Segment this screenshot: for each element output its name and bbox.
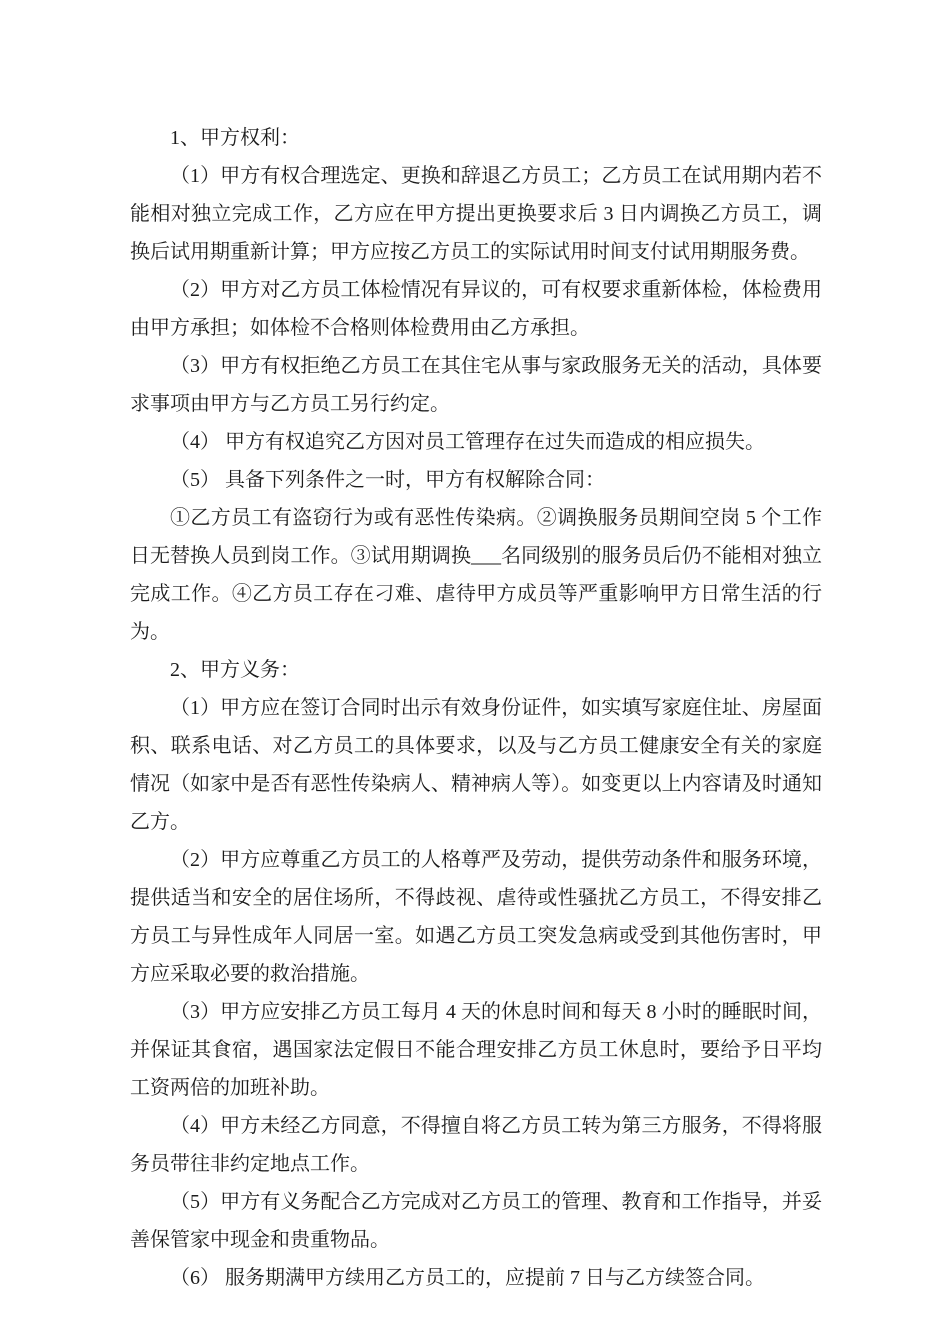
section-heading: 1、甲方权利： [170,127,300,149]
contract-clause: （3）甲方应安排乙方员工每月 4 天的休息时间和每天 8 小时的睡眠时间，并保证其食宿，遇国家法定假日不能合理安排乙方员工休息时，要给予日平均工资两倍的加班补助。 [130,1001,822,1099]
contract-clause: （4）甲方未经乙方同意，不得擅自将乙方员工转为第三方服务，不得将服务员带往非约定地点工作。 [130,1115,822,1175]
section-heading: 2、甲方义务： [170,659,300,681]
contract-clause: （1）甲方应在签订合同时出示有效身份证件，如实填写家庭住址、房屋面积、联系电话、对乙方员工的具体要求，以及与乙方员工健康安全有关的家庭情况（如家中是否有恶性传染病人、精神病人等）。如变更以上内容请及时通知乙方。 [130,697,822,833]
contract-clause: （5）甲方有义务配合乙方完成对乙方员工的管理、教育和工作指导，并妥善保管家中现金和贵重物品。 [130,1191,822,1251]
contract-clause: ①乙方员工有盗窃行为或有恶性传染病。②调换服务员期间空岗 5 个工作日无替换人员到岗工作。③试用期调换___名同级别的服务员后仍不能相对独立完成工作。④乙方员工存在刁难、虐待甲方成员等严重影响甲方日常生活的行为。 [130,507,822,643]
contract-body [130,119,822,1297]
contract-clause: （4） 甲方有权追究乙方因对员工管理存在过失而造成的相应损失。 [170,431,765,453]
contract-clause: （1）甲方有权合理选定、更换和辞退乙方员工；乙方员工在试用期内若不能相对独立完成工作，乙方应在甲方提出更换要求后 3 日内调换乙方员工，调换后试用期重新计算；甲方应按乙方员工的实际试用时间支付试用期服务费。 [130,165,822,263]
contract-clause: （5） 具备下列条件之一时，甲方有权解除合同： [170,469,605,491]
contract-clause: （6） 服务期满甲方续用乙方员工的，应提前 7 日与乙方续签合同。 [170,1267,765,1289]
contract-clause: （2）甲方对乙方员工体检情况有异议的，可有权要求重新体检，体检费用由甲方承担；如体检不合格则体检费用由乙方承担。 [130,279,822,339]
contract-clause: （2）甲方应尊重乙方员工的人格尊严及劳动，提供劳动条件和服务环境，提供适当和安全的居住场所，不得歧视、虐待或性骚扰乙方员工，不得安排乙方员工与异性成年人同居一室。如遇乙方员工突发急病或受到其他伤害时，甲方应采取必要的救治措施。 [130,849,822,985]
contract-clause: （3）甲方有权拒绝乙方员工在其住宅从事与家政服务无关的活动，具体要求事项由甲方与乙方员工另行约定。 [130,355,822,415]
